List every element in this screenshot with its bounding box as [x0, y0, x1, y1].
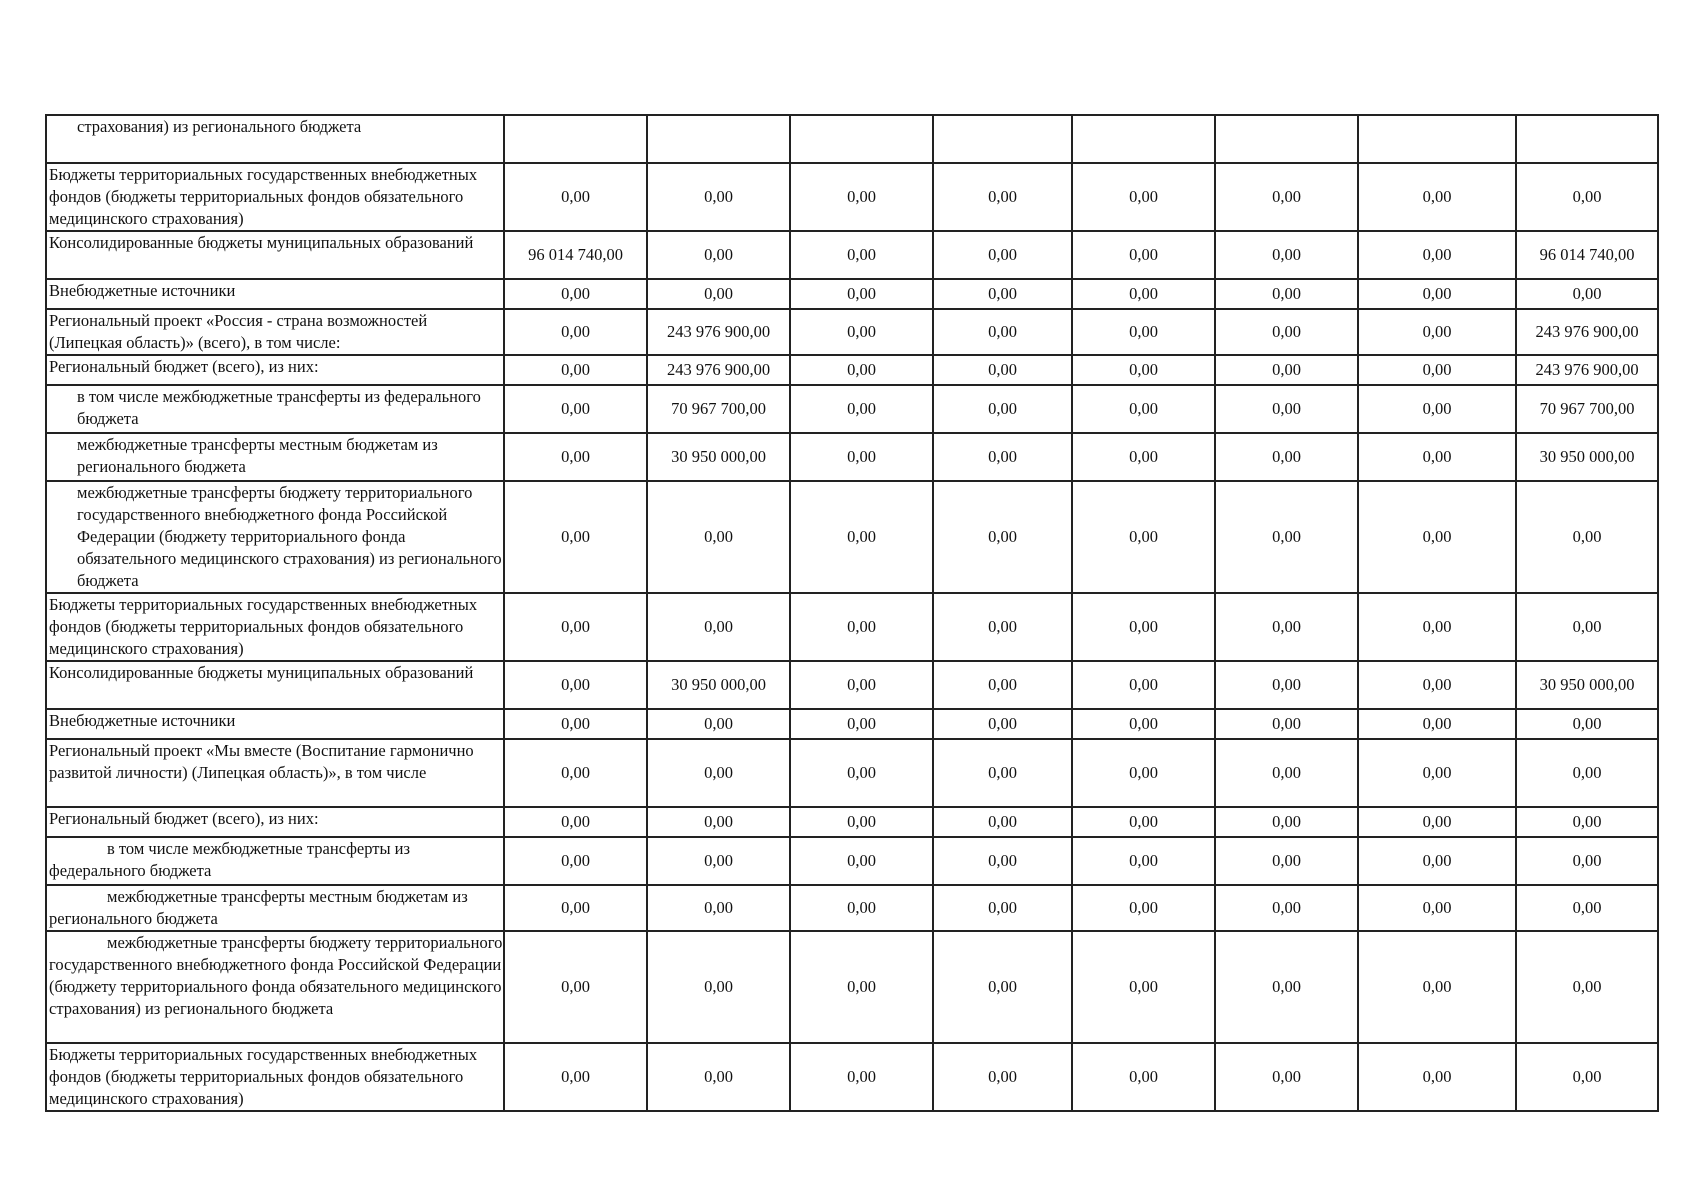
value-cell: 70 967 700,00 — [1516, 385, 1658, 433]
value-cell: 0,00 — [504, 661, 647, 709]
value-cell: 0,00 — [1358, 807, 1516, 837]
value-cell: 0,00 — [933, 837, 1072, 885]
table-row — [46, 481, 1658, 593]
value-cell: 0,00 — [504, 163, 647, 231]
value-cell: 0,00 — [1516, 709, 1658, 739]
value-cell: 0,00 — [1215, 231, 1358, 279]
table-row — [46, 385, 1658, 433]
value-cell: 0,00 — [790, 661, 933, 709]
value-cell: 243 976 900,00 — [1516, 355, 1658, 385]
value-cell: 0,00 — [790, 885, 933, 931]
value-cell: 0,00 — [790, 739, 933, 807]
value-cell: 0,00 — [790, 807, 933, 837]
value-cell: 0,00 — [1215, 709, 1358, 739]
value-cell: 0,00 — [1215, 885, 1358, 931]
value-cell: 0,00 — [1072, 163, 1215, 231]
value-cell: 243 976 900,00 — [647, 355, 790, 385]
value-cell: 0,00 — [1215, 481, 1358, 593]
value-cell: 70 967 700,00 — [647, 385, 790, 433]
value-cell: 0,00 — [1516, 279, 1658, 309]
row-label: межбюджетные трансферты местным бюджетам из регионального бюджета — [46, 885, 504, 931]
row-label: Бюджеты территориальных государственных внебюджетных фондов (бюджеты территориальных фондов обязательного медицинского страхования) — [46, 593, 504, 661]
value-cell: 0,00 — [1072, 309, 1215, 355]
value-cell: 0,00 — [504, 837, 647, 885]
value-cell: 0,00 — [1516, 807, 1658, 837]
value-cell: 0,00 — [933, 231, 1072, 279]
table-row — [46, 709, 1658, 739]
value-cell: 0,00 — [933, 1043, 1072, 1111]
value-cell — [933, 115, 1072, 163]
value-cell: 0,00 — [1072, 1043, 1215, 1111]
table-row — [46, 807, 1658, 837]
value-cell: 0,00 — [790, 355, 933, 385]
value-cell — [1516, 115, 1658, 163]
value-cell: 0,00 — [1358, 709, 1516, 739]
value-cell: 0,00 — [933, 807, 1072, 837]
row-label: Бюджеты территориальных государственных внебюджетных фондов (бюджеты территориальных фондов обязательного медицинского страхования) — [46, 163, 504, 231]
value-cell: 30 950 000,00 — [1516, 661, 1658, 709]
value-cell: 0,00 — [504, 433, 647, 481]
value-cell: 0,00 — [504, 355, 647, 385]
value-cell — [1072, 115, 1215, 163]
value-cell: 0,00 — [647, 709, 790, 739]
value-cell: 0,00 — [1215, 807, 1358, 837]
value-cell: 0,00 — [1358, 837, 1516, 885]
value-cell: 0,00 — [1072, 931, 1215, 1043]
value-cell: 0,00 — [933, 163, 1072, 231]
value-cell: 0,00 — [1516, 593, 1658, 661]
value-cell: 0,00 — [1072, 661, 1215, 709]
row-label: Консолидированные бюджеты муниципальных образований — [46, 661, 504, 709]
row-label: Внебюджетные источники — [46, 279, 504, 309]
value-cell: 0,00 — [1215, 931, 1358, 1043]
value-cell: 0,00 — [1358, 309, 1516, 355]
row-label: Региональный бюджет (всего), из них: — [46, 807, 504, 837]
value-cell: 0,00 — [790, 1043, 933, 1111]
value-cell: 0,00 — [504, 807, 647, 837]
value-cell: 0,00 — [1516, 1043, 1658, 1111]
value-cell: 0,00 — [504, 593, 647, 661]
value-cell: 0,00 — [647, 1043, 790, 1111]
value-cell: 243 976 900,00 — [1516, 309, 1658, 355]
value-cell: 0,00 — [1358, 385, 1516, 433]
value-cell: 0,00 — [1072, 709, 1215, 739]
value-cell: 0,00 — [1358, 231, 1516, 279]
value-cell: 0,00 — [647, 885, 790, 931]
value-cell: 0,00 — [790, 593, 933, 661]
value-cell: 0,00 — [1516, 837, 1658, 885]
value-cell: 0,00 — [1358, 1043, 1516, 1111]
value-cell: 0,00 — [1072, 807, 1215, 837]
row-label: Внебюджетные источники — [46, 709, 504, 739]
value-cell: 0,00 — [504, 1043, 647, 1111]
value-cell: 0,00 — [504, 931, 647, 1043]
value-cell: 0,00 — [504, 481, 647, 593]
value-cell: 0,00 — [1516, 931, 1658, 1043]
table-row — [46, 885, 1658, 931]
value-cell: 0,00 — [933, 709, 1072, 739]
value-cell: 0,00 — [647, 931, 790, 1043]
value-cell: 0,00 — [1358, 931, 1516, 1043]
value-cell: 0,00 — [933, 433, 1072, 481]
value-cell: 0,00 — [790, 709, 933, 739]
value-cell: 30 950 000,00 — [647, 661, 790, 709]
value-cell: 0,00 — [1516, 163, 1658, 231]
value-cell: 0,00 — [647, 593, 790, 661]
row-label: в том числе межбюджетные трансферты из федерального бюджета — [46, 385, 504, 433]
value-cell — [1215, 115, 1358, 163]
budget-table — [45, 114, 1659, 1112]
value-cell: 0,00 — [504, 309, 647, 355]
value-cell: 0,00 — [1358, 739, 1516, 807]
table-row — [46, 1043, 1658, 1111]
value-cell: 0,00 — [1516, 739, 1658, 807]
value-cell: 0,00 — [933, 885, 1072, 931]
value-cell: 0,00 — [790, 433, 933, 481]
value-cell: 96 014 740,00 — [1516, 231, 1658, 279]
value-cell: 0,00 — [1215, 739, 1358, 807]
table-row — [46, 931, 1658, 1043]
value-cell: 0,00 — [1215, 309, 1358, 355]
table-body — [46, 115, 1658, 1111]
row-label: межбюджетные трансферты местным бюджетам из регионального бюджета — [46, 433, 504, 481]
row-label: страхования) из регионального бюджета — [46, 115, 504, 163]
value-cell: 0,00 — [1358, 279, 1516, 309]
value-cell: 0,00 — [1072, 385, 1215, 433]
value-cell: 0,00 — [1215, 593, 1358, 661]
table-row — [46, 355, 1658, 385]
value-cell — [1358, 115, 1516, 163]
value-cell: 0,00 — [647, 837, 790, 885]
row-label: Бюджеты территориальных государственных внебюджетных фондов (бюджеты территориальных фондов обязательного медицинского страхования) — [46, 1043, 504, 1111]
value-cell: 0,00 — [504, 709, 647, 739]
value-cell: 0,00 — [933, 739, 1072, 807]
value-cell: 0,00 — [1215, 433, 1358, 481]
value-cell: 0,00 — [790, 837, 933, 885]
value-cell: 0,00 — [790, 163, 933, 231]
value-cell: 0,00 — [790, 279, 933, 309]
value-cell: 0,00 — [933, 661, 1072, 709]
value-cell: 0,00 — [1215, 279, 1358, 309]
value-cell: 243 976 900,00 — [647, 309, 790, 355]
value-cell: 0,00 — [933, 593, 1072, 661]
value-cell: 0,00 — [790, 481, 933, 593]
row-label: межбюджетные трансферты бюджету территориального государственного внебюджетного фонда Российской Федерации (бюджету территориального фонда обязательного медицинского страхования) из регионального бюджета — [46, 931, 504, 1043]
value-cell: 0,00 — [1072, 885, 1215, 931]
value-cell: 0,00 — [1358, 433, 1516, 481]
table-row — [46, 163, 1658, 231]
value-cell: 0,00 — [1072, 739, 1215, 807]
value-cell: 0,00 — [790, 309, 933, 355]
value-cell: 0,00 — [1358, 661, 1516, 709]
value-cell — [504, 115, 647, 163]
value-cell: 0,00 — [933, 481, 1072, 593]
value-cell: 0,00 — [647, 279, 790, 309]
value-cell: 0,00 — [1072, 837, 1215, 885]
table-row — [46, 739, 1658, 807]
row-label: Региональный бюджет (всего), из них: — [46, 355, 504, 385]
value-cell: 0,00 — [1358, 163, 1516, 231]
row-label: Региональный проект «Мы вместе (Воспитание гармонично развитой личности) (Липецкая область)», в том числе — [46, 739, 504, 807]
value-cell: 0,00 — [504, 739, 647, 807]
value-cell: 0,00 — [1072, 433, 1215, 481]
value-cell: 0,00 — [1215, 661, 1358, 709]
value-cell — [790, 115, 933, 163]
value-cell: 0,00 — [933, 309, 1072, 355]
value-cell: 0,00 — [1358, 481, 1516, 593]
value-cell: 0,00 — [647, 231, 790, 279]
value-cell: 0,00 — [1516, 481, 1658, 593]
value-cell: 0,00 — [933, 931, 1072, 1043]
value-cell: 0,00 — [1215, 163, 1358, 231]
row-label: Консолидированные бюджеты муниципальных образований — [46, 231, 504, 279]
value-cell: 0,00 — [647, 481, 790, 593]
value-cell: 0,00 — [647, 739, 790, 807]
table-row — [46, 231, 1658, 279]
value-cell: 30 950 000,00 — [1516, 433, 1658, 481]
value-cell: 0,00 — [504, 885, 647, 931]
value-cell: 0,00 — [1072, 279, 1215, 309]
row-label: Региональный проект «Россия - страна возможностей (Липецкая область)» (всего), в том числе: — [46, 309, 504, 355]
value-cell: 0,00 — [933, 385, 1072, 433]
table-row — [46, 433, 1658, 481]
value-cell: 0,00 — [1072, 593, 1215, 661]
row-label: в том числе межбюджетные трансферты из федерального бюджета — [46, 837, 504, 885]
value-cell: 0,00 — [1072, 231, 1215, 279]
value-cell: 0,00 — [647, 807, 790, 837]
value-cell: 0,00 — [1358, 355, 1516, 385]
value-cell: 0,00 — [1072, 355, 1215, 385]
value-cell: 96 014 740,00 — [504, 231, 647, 279]
value-cell: 0,00 — [1358, 593, 1516, 661]
value-cell: 0,00 — [1215, 385, 1358, 433]
table-row — [46, 661, 1658, 709]
value-cell: 0,00 — [790, 385, 933, 433]
value-cell: 30 950 000,00 — [647, 433, 790, 481]
table-row — [46, 309, 1658, 355]
value-cell — [647, 115, 790, 163]
value-cell: 0,00 — [933, 279, 1072, 309]
value-cell: 0,00 — [1215, 355, 1358, 385]
value-cell: 0,00 — [647, 163, 790, 231]
value-cell: 0,00 — [790, 931, 933, 1043]
value-cell: 0,00 — [933, 355, 1072, 385]
table-row — [46, 115, 1658, 163]
table-row — [46, 593, 1658, 661]
value-cell: 0,00 — [790, 231, 933, 279]
value-cell: 0,00 — [1215, 1043, 1358, 1111]
table-row — [46, 837, 1658, 885]
value-cell: 0,00 — [1358, 885, 1516, 931]
value-cell: 0,00 — [1072, 481, 1215, 593]
value-cell: 0,00 — [1516, 885, 1658, 931]
value-cell: 0,00 — [504, 385, 647, 433]
value-cell: 0,00 — [504, 279, 647, 309]
row-label: межбюджетные трансферты бюджету территориального государственного внебюджетного фонда Российской Федерации (бюджету территориального фонда обязательного медицинского страхования) из регионального бюджета — [46, 481, 504, 593]
table-row — [46, 279, 1658, 309]
value-cell: 0,00 — [1215, 837, 1358, 885]
